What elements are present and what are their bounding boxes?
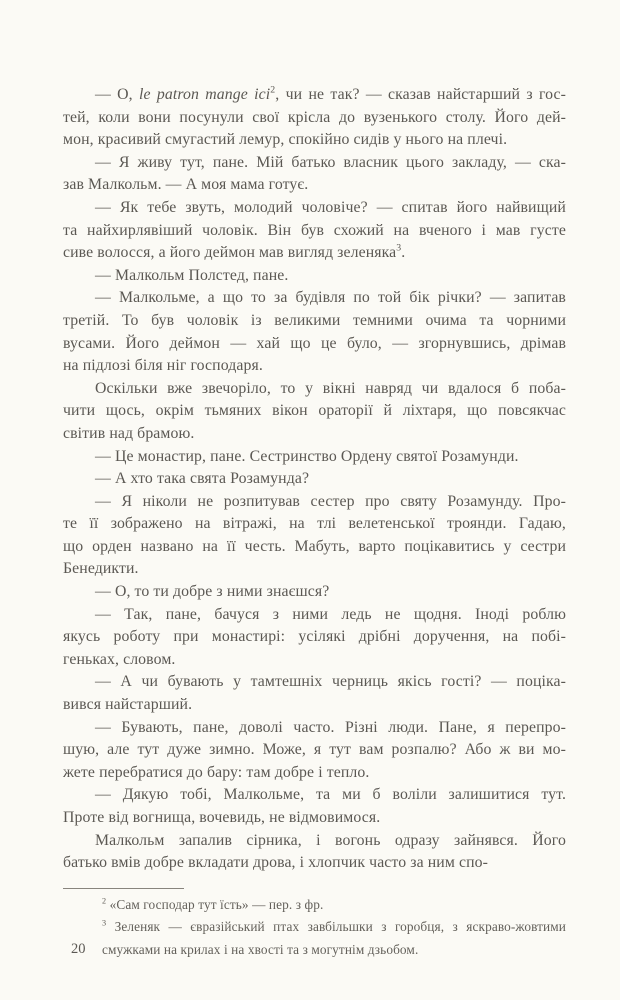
text-segment: Оскільки вже звечоріло, то у вікні навряд чи вдалося б поба- <box>95 379 566 397</box>
text-line <box>63 423 566 446</box>
footnote-separator <box>63 888 184 889</box>
text-segment: сиве волосся, а його деймон мав вигляд зеленяка <box>63 244 397 262</box>
paragraph <box>63 468 566 491</box>
text-segment: — Так, пане, бачуся з ними ледь не щодня. Іноді роблю <box>95 605 566 623</box>
text-line <box>63 468 566 491</box>
text-line <box>63 581 566 604</box>
paragraph <box>63 830 566 875</box>
paragraph <box>63 491 566 581</box>
text-segment: — Це монастир, пане. Сестринство Ордену святої Розамунди. <box>95 447 519 465</box>
text-segment: на підлозі біля ніг господаря. <box>63 357 263 375</box>
superscript-marker: 2 <box>102 896 107 906</box>
text-line <box>63 446 566 469</box>
text-line <box>63 265 566 288</box>
italic-phrase: le patron mange ici <box>139 86 271 103</box>
paragraph <box>63 84 566 152</box>
text-segment: — А хто така свята Розамунда? <box>95 470 310 488</box>
paragraph <box>63 717 566 785</box>
text-segment: чити щось, окрім тьмяних вікон ораторії й ліхтаря, що повсякчас <box>63 402 566 420</box>
text-segment: шую, але тут дуже зимно. Може, я тут вам розпалю? Або ж ви мо- <box>63 741 566 759</box>
text-line <box>63 491 566 514</box>
text-line <box>63 739 566 762</box>
text-segment: вився найстарший. <box>63 696 193 714</box>
text-line <box>63 830 566 853</box>
text-line <box>63 287 566 310</box>
text-segment: — О, <box>95 86 139 103</box>
text-line <box>63 513 566 536</box>
text-line <box>63 762 566 785</box>
text-segment: — Бувають, пане, доволі часто. Різні люди. Пане, я перепро- <box>95 718 566 736</box>
paragraph <box>63 378 566 446</box>
superscript-marker: 3 <box>102 918 107 928</box>
text-segment: геньках, словом. <box>63 650 176 668</box>
text-segment: Проте від вогнища, вочевидь, не відмовимося. <box>63 809 381 826</box>
text-segment: — А чи бувають у тамтешніх черниць якісь гості? — поціка- <box>95 673 566 691</box>
text-line <box>63 807 566 830</box>
paragraph <box>63 152 566 197</box>
superscript-marker: 2 <box>270 84 276 96</box>
text-line <box>63 197 566 220</box>
footnote-line <box>102 939 566 961</box>
text-line <box>63 242 566 265</box>
text-block <box>63 84 566 875</box>
text-segment: — Я живу тут, пане. Мій батько власник цього закладу, — ска- <box>95 153 566 171</box>
footnote-line <box>102 916 566 938</box>
text-line <box>63 649 566 672</box>
footnotes-block <box>102 894 566 961</box>
text-segment: . <box>401 244 406 262</box>
footnote <box>102 894 566 916</box>
text-segment: що орден названо на її честь. Мабуть, варто поцікавитись у сестри <box>63 537 566 555</box>
text-line <box>63 220 566 243</box>
text-segment: світив над брамою. <box>63 424 195 442</box>
text-segment: — Малкольме, а що то за будівля по той бік річки? — запитав <box>95 289 566 307</box>
text-segment: — Дякую тобі, Малкольме, та ми б воліли залишитися тут. <box>95 786 566 804</box>
text-line <box>63 717 566 740</box>
text-segment: жете перебратися до бару: там добре і тепло. <box>63 763 370 781</box>
text-segment: Зеленяк — євразійський птах завбільшки з горобця, з яскраво-жовтими <box>106 919 566 935</box>
text-segment: зав Малкольм. — А моя мама готує. <box>63 176 309 194</box>
text-line <box>63 784 566 807</box>
text-segment: та найхирлявіший чоловік. Він був схожий на вченого і мав густе <box>63 221 566 239</box>
footnote <box>102 916 566 961</box>
text-segment: вусами. Його деймон — хай що це було, — згорнувшись, дрімав <box>63 334 566 352</box>
text-line <box>63 852 566 875</box>
text-line <box>63 129 566 152</box>
paragraph <box>63 784 566 829</box>
text-line <box>63 310 566 333</box>
superscript-marker: 3 <box>396 242 402 254</box>
paragraph <box>63 197 566 265</box>
text-segment: — Я ніколи не розпитував сестер про святу Розамунду. Про- <box>95 492 566 510</box>
text-line <box>63 536 566 559</box>
paragraph <box>63 446 566 469</box>
text-segment: Малкольм запалив сірника, і вогонь одразу зайнявся. Його <box>95 831 566 849</box>
text-segment: — О, то ти добре з ними знаєшся? <box>95 583 330 601</box>
paragraph <box>63 671 566 716</box>
text-line <box>63 107 566 130</box>
text-line <box>63 152 566 175</box>
footnote-line <box>102 894 566 916</box>
text-line <box>63 378 566 401</box>
text-segment: — Малкольм Полстед, пане. <box>95 266 289 284</box>
paragraph <box>63 265 566 288</box>
text-segment: якусь роботу при монастирі: усілякі дрібні доручення, на побі- <box>63 628 566 646</box>
text-line <box>63 671 566 694</box>
text-line <box>63 84 566 107</box>
text-segment: те її зображено на вітражі, на тлі велетенської троянди. Гадаю, <box>63 515 566 533</box>
text-segment: третій. То був чоловік із великими темними очима та чорними <box>63 311 566 329</box>
text-line <box>63 604 566 627</box>
text-segment: тей, коли вони посунули свої крісла до вузенького столу. Його дей- <box>63 108 566 126</box>
text-segment: смужками на крилах і на хвості та з могутнім дзьобом. <box>102 941 419 957</box>
text-segment: Бенедикти. <box>63 560 139 578</box>
text-line <box>63 333 566 356</box>
text-line <box>63 626 566 649</box>
paragraph <box>63 287 566 377</box>
paragraph <box>63 581 566 604</box>
page-number: 20 <box>71 941 86 957</box>
paragraph <box>63 604 566 672</box>
text-line <box>63 174 566 197</box>
text-segment: — Як тебе звуть, молодий чоловіче? — спитав його найвищий <box>95 198 566 216</box>
text-segment: батько вмів добре вкладати дрова, і хлопчик часто за ним спо- <box>63 854 489 872</box>
text-line <box>63 400 566 423</box>
text-line <box>63 694 566 717</box>
text-line <box>63 355 566 378</box>
text-segment: «Сам господар тут їсть» — пер. з фр. <box>106 897 324 912</box>
text-segment: мон, красивий смугастий лемур, спокійно сидів у нього на плечі. <box>63 131 508 149</box>
text-line <box>63 558 566 581</box>
text-segment: , чи не так? — сказав найстарший з гос- <box>275 86 566 103</box>
